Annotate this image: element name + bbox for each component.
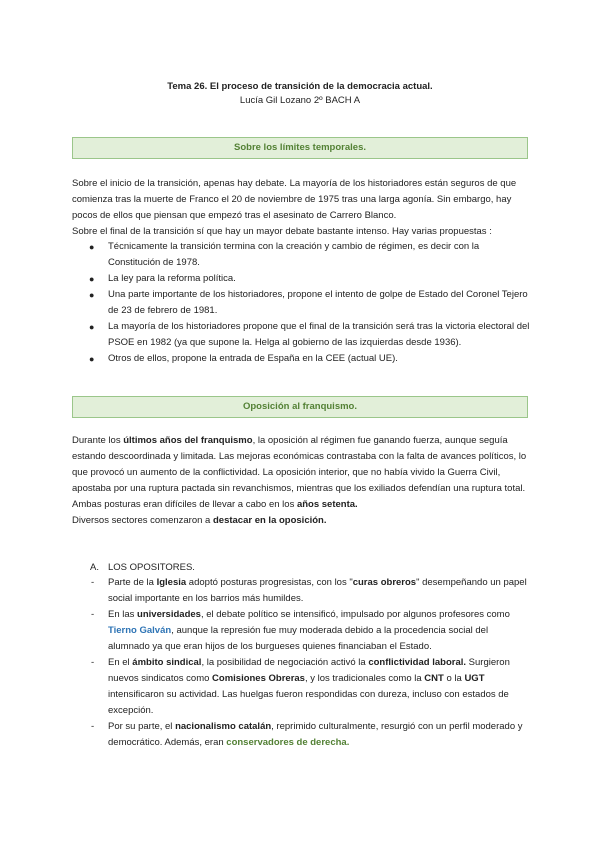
section1-text bbox=[72, 176, 530, 240]
list-item: - Parte de la Iglesia adoptó posturas progresistas, con los "curas obreros" desempeñando un papel social importante en los barrios más humildes. bbox=[91, 577, 527, 604]
list-item: - En las universidades, el debate político se intensificó, impulsado por algunos profesores como Tierno Galván, aunque la represión fue muy moderada debido a la procedencia social del alumnado ya que eran hijos de los burgueses quienes financiaban el Estado. bbox=[91, 609, 510, 652]
list-item: ● La ley para la reforma política. bbox=[72, 271, 530, 287]
proposals-list bbox=[72, 239, 530, 367]
section-heading-oposicion: Oposición al franquismo. bbox=[72, 396, 528, 418]
section-heading-limites: Sobre los límites temporales. bbox=[72, 137, 528, 159]
document-author: Lucía Gil Lozano 2º BACH A bbox=[239, 95, 361, 106]
document-title: Tema 26. El proceso de transición de la democracia actual. bbox=[167, 81, 433, 92]
bullet-icon: ● bbox=[89, 274, 95, 284]
dash-icon: - bbox=[91, 721, 95, 732]
bullet-icon: ● bbox=[89, 354, 95, 364]
section2-paragraph1: Durante los últimos años del franquismo, la oposición al régimen fue ganando fuerza, aunque seguía estando descoordinada y limitada. Las mejoras económicas contrastaba con la falta de avances políticos, lo que provocó un aumento de la conflictividad. La oposición interior, que no había vivido la Guerra Civil, apostaba por una ruptura pactada sin revanchismos, mientras que los exiliados defendían una ruptura total. bbox=[72, 435, 527, 494]
bullet-icon: ● bbox=[89, 322, 95, 332]
tierno-galvan-link[interactable]: Tierno Galván bbox=[108, 625, 172, 636]
section2-paragraph2: Ambas posturas eran difíciles de llevar a cabo en los años setenta. bbox=[72, 499, 358, 510]
list-item: - Por su parte, el nacionalismo catalán, reprimido culturalmente, resurgió con un perfil moderado y democrático. Además, eran conservadores de derecha. bbox=[91, 721, 523, 748]
section2-paragraph3: Diversos sectores comenzaron a destacar en la oposición. bbox=[72, 515, 327, 526]
section1-intro2: Sobre el final de la transición sí que hay un mayor debate bastante intenso. Hay varias propuestas : bbox=[72, 226, 492, 237]
conservadores-link[interactable]: conservadores de derecha. bbox=[226, 737, 350, 748]
section1-intro: Sobre el inicio de la transición, apenas hay debate. La mayoría de los historiadores están seguros de que comienza tras la muerte de Franco el 20 de noviembre de 1975 tras una larga agonía. Sin embargo, hay pocos de ellos que piensan que empezó tras el asesinato de Carrero Blanco. bbox=[72, 178, 517, 221]
bullet-icon: ● bbox=[89, 242, 95, 252]
list-item: - En el ámbito sindical, la posibilidad de negociación activó la conflictividad laboral. Surgieron nuevos sindicatos como Comisiones Obreras, y los tradicionales como la CNT o la UGT intensificaron su actividad. Las huelgas fueron respondidas con dureza, incluso con estados de excepción. bbox=[91, 657, 510, 716]
list-item: ● Una parte importante de los historiadores, propone el intento de golpe de Estado del Coronel Tejero de 23 de febrero de 1981. bbox=[89, 289, 528, 316]
bullet-icon: ● bbox=[89, 290, 95, 300]
subsection-heading-opositores: A. LOS OPOSITORES. bbox=[90, 562, 195, 573]
dash-icon: - bbox=[91, 609, 95, 620]
dash-icon: - bbox=[91, 577, 95, 588]
list-item: ● La mayoría de los historiadores propone que el final de la transición será tras la victoria electoral del PSOE en 1982 (ya que supone la. Helga al gobierno de las izquierdas desde 1936). bbox=[89, 321, 530, 348]
opositores-list bbox=[72, 575, 530, 751]
list-item: ● Técnicamente la transición termina con la creación y cambio de régimen, es decir con la Constitución de 1978. bbox=[89, 241, 480, 268]
section2-text bbox=[72, 433, 530, 529]
dash-icon: - bbox=[91, 657, 95, 668]
list-item: ● Otros de ellos, propone la entrada de España en la CEE (actual UE). bbox=[72, 351, 530, 367]
